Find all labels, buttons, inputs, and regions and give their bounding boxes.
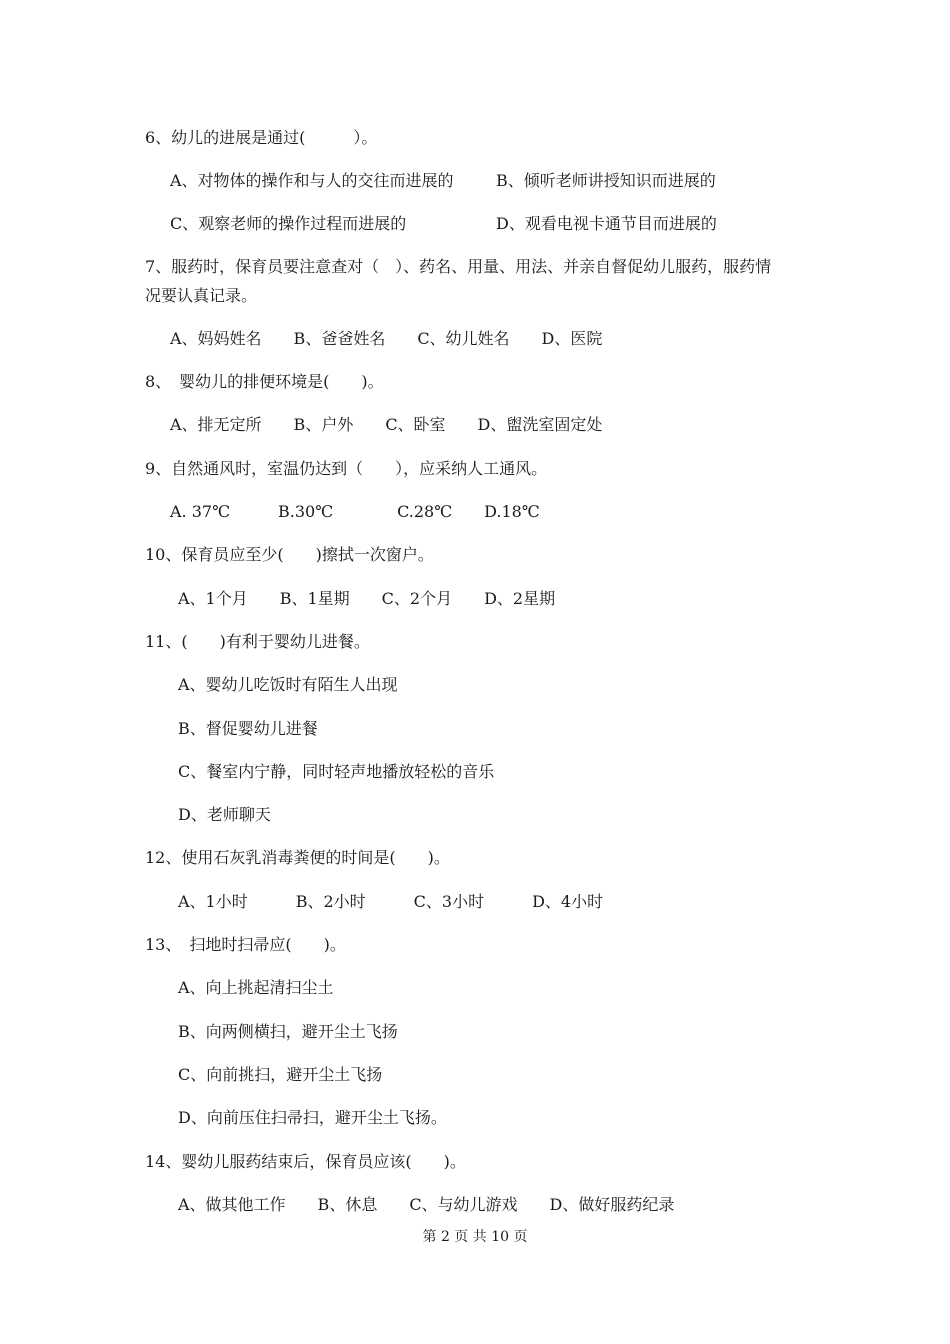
question-6-option-a: A、对物体的操作和与人的交往而进展的 (170, 171, 454, 190)
question-6-option-b: B、倾听老师讲授知识而进展的 (496, 171, 716, 190)
question-9-options: A. 37℃ B.30℃ C.28℃ D.18℃ (170, 502, 540, 521)
question-6-stem: 6、幼儿的进展是通过( ）。 (145, 128, 378, 147)
question-11-option-b: B、督促婴幼儿进餐 (178, 719, 318, 738)
question-13-option-d: D、向前压住扫帚扫，避开尘土飞扬。 (178, 1108, 447, 1127)
question-13-option-b: B、向两侧横扫，避开尘土飞扬 (178, 1022, 398, 1041)
question-12-stem: 12、使用石灰乳消毒粪便的时间是( )。 (145, 848, 450, 867)
question-7-options: A、妈妈姓名 B、爸爸姓名 C、幼儿姓名 D、医院 (170, 329, 603, 348)
question-6-option-c: C、观察老师的操作过程而进展的 (170, 214, 407, 233)
question-7-stem-line2: 况要认真记录。 (145, 286, 258, 305)
question-7-stem-line1: 7、服药时，保育员要注意查对（ ）、药名、用量、用法、并亲自督促幼儿服药，服药情 (145, 257, 772, 276)
question-11-option-d: D、老师聊天 (178, 805, 271, 824)
question-8-options: A、排无定所 B、户外 C、卧室 D、盥洗室固定处 (170, 415, 603, 434)
question-12-options: A、1小时 B、2小时 C、3小时 D、4小时 (178, 892, 604, 911)
question-6-option-d: D、观看电视卡通节目而进展的 (496, 214, 717, 233)
question-11-option-a: A、婴幼儿吃饭时有陌生人出现 (178, 675, 398, 694)
question-11-stem: 11、( )有利于婴幼儿进餐。 (145, 632, 370, 651)
question-14-stem: 14、婴幼儿服药结束后，保育员应该( )。 (145, 1152, 466, 1171)
question-13-option-c: C、向前挑扫，避开尘土飞扬 (178, 1065, 383, 1084)
question-13-stem: 13、 扫地时扫帚应( )。 (145, 935, 346, 954)
page-number-footer: 第 2 页 共 10 页 (422, 1229, 528, 1245)
question-8-stem: 8、 婴幼儿的排便环境是( )。 (145, 372, 384, 391)
question-10-options: A、1个月 B、1星期 C、2个月 D、2星期 (178, 589, 556, 608)
question-14-options: A、做其他工作 B、休息 C、与幼儿游戏 D、做好服药纪录 (178, 1195, 675, 1214)
question-10-stem: 10、保育员应至少( )擦拭一次窗户。 (145, 545, 434, 564)
question-9-stem: 9、自然通风时，室温仍达到（ ），应采纳人工通风。 (145, 459, 548, 478)
question-11-option-c: C、餐室内宁静，同时轻声地播放轻松的音乐 (178, 762, 495, 781)
question-13-option-a: A、向上挑起清扫尘土 (178, 978, 334, 997)
